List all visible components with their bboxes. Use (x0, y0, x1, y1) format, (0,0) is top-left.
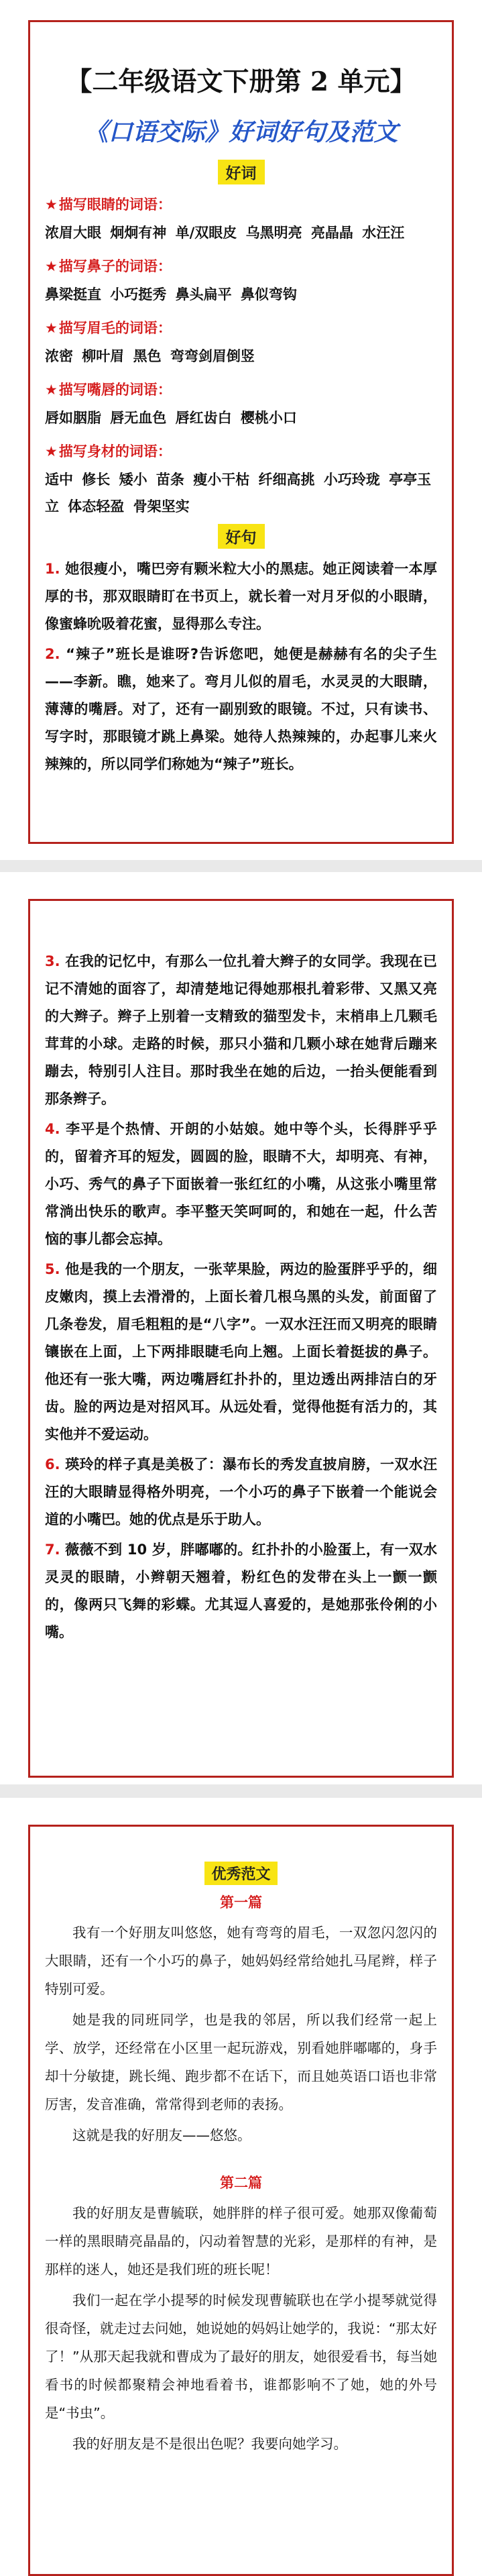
model-essays-tag: 优秀范文 (204, 1862, 277, 1885)
essay-1-title: 第一篇 (220, 1894, 262, 1911)
category-body-label: ★描写身材的词语： (45, 443, 172, 460)
category-body-words: 适中 修长 矮小 苗条 瘦小干枯 纤细高挑 小巧玲珑 亭亭玉立 体态轻盈 骨架坚实 (45, 472, 432, 515)
sentence-item: 4. 李平是个热情、开朗的小姑娘。她中等个头，长得胖乎乎的，留着齐耳的短发，圆圆的脸，眼睛不大，却明亮、有神，小巧、秀气的鼻子下面嵌着一张红红的小嘴，从这张小嘴里常常淌出快乐的歌声。李平整天笑呵呵的，和她在一起，什么苦恼的事儿都会忘掉。 (45, 1121, 437, 1247)
star-icon: ★ (45, 382, 58, 398)
essay-1-paragraph: 我有一个好朋友叫悠悠，她有弯弯的眉毛，一双忽闪忽闪的大眼睛，还有一个小巧的鼻子，她妈妈经常给她扎马尾辫，样子特别可爱。 (45, 1925, 437, 1997)
essay-2-paragraph: 我的好朋友是曹毓联，她胖胖的样子很可爱。她那双像葡萄一样的黑眼睛亮晶晶的，闪动着智慧的光彩，是那样的有神，是那样的迷人，她还是我们班的班长呢！ (45, 2205, 437, 2277)
good-words-tag: 好词 (218, 160, 265, 184)
category-lips-words: 唇如胭脂 唇无血色 唇红齿白 樱桃小口 (45, 410, 297, 426)
page-2 (0, 872, 482, 1784)
star-icon: ★ (45, 197, 58, 213)
category-lips-label: ★描写嘴唇的词语： (45, 382, 172, 398)
page-2-frame (28, 899, 454, 1778)
star-icon: ★ (45, 258, 58, 274)
sentence-item: 5. 他是我的一个朋友，一张苹果脸，两边的脸蛋胖乎乎的，细皮嫩肉，摸上去滑滑的，上面长着几根乌黑的头发，前面留了几条卷发，眉毛粗粗的是“八字”。一双水汪汪而又明亮的眼睛镶嵌在上面，上下两排眼睫毛向上翘。上面长着挺拔的鼻子。他还有一张大嘴，两边嘴唇红扑扑的，里边透出两排洁白的牙齿。脸的两边是对招风耳。从远处看，觉得他挺有活力的，其实他并不爱运动。 (45, 1261, 437, 1442)
essay-2-paragraph: 我们一起在学小提琴的时候发现曹毓联也在学小提琴就觉得很奇怪，就走过去问她，她说她的妈妈让她学的，我说：“那太好了！”从那天起我就和曹成为了最好的朋友，她很爱看书，每当她看书的时候都聚精会神地看着书，谁都影响不了她，她的外号是“书虫”。 (45, 2292, 437, 2421)
star-icon: ★ (45, 443, 58, 460)
page-1-frame (28, 20, 454, 844)
page-3-frame (28, 1825, 454, 2576)
star-icon: ★ (45, 320, 58, 336)
category-eyes-label: ★描写眼睛的词语： (45, 197, 172, 213)
category-eyes-words: 浓眉大眼 炯炯有神 单/双眼皮 乌黑明亮 亮晶晶 水汪汪 (45, 225, 405, 241)
category-nose-words: 鼻梁挺直 小巧挺秀 鼻头扁平 鼻似弯钩 (45, 286, 297, 303)
sentence-item: 2. “辣子”班长是谁呀?告诉您吧，她便是赫赫有名的尖子生——李新。瞧，她来了。弯月儿似的眉毛，水灵灵的大眼睛，薄薄的嘴唇。对了，还有一副别致的眼镜。不过，只有读书、写字时，那眼镜才跳上鼻梁。她待人热辣辣的，办起事儿来火辣辣的，所以同学们称她为“辣子”班长。 (45, 646, 437, 772)
page-1 (0, 0, 482, 860)
essay-1-paragraph: 她是我的同班同学，也是我的邻居，所以我们经常一起上学、放学，还经常在小区里一起玩游戏，别看她胖嘟嘟的，身手却十分敏捷，跳长绳、跑步都不在话下，而且她英语口语也非常厉害，发音准确，常常得到老师的表扬。 (45, 2012, 437, 2112)
essay-1-paragraph: 这就是我的好朋友——悠悠。 (72, 2127, 251, 2143)
sentence-item: 6. 瑛玲的样子真是美极了：瀑布长的秀发直披肩膀，一双水汪汪的大眼睛显得格外明亮，一个小巧的鼻子下嵌着一个能说会道的小嘴巴。她的优点是乐于助人。 (45, 1456, 437, 1527)
sentence-item: 7. 薇薇不到 10 岁，胖嘟嘟的。红扑扑的小脸蛋上，有一双水灵灵的眼睛，小辫朝天翘着，粉红色的发带在头上一颤一颤的，像两只飞舞的彩蝶。尤其逗人喜爱的，是她那张伶俐的小嘴。 (45, 1542, 437, 1640)
page-subtitle: 《口语交际》好词好句及范文 (84, 119, 398, 146)
essay-2-title: 第二篇 (220, 2175, 262, 2191)
essay-2-paragraph: 我的好朋友是不是很出色呢？我要向她学习。 (72, 2436, 347, 2452)
category-eyebrows-label: ★描写眉毛的词语： (45, 320, 172, 336)
page-title: 【二年级语文下册第 2 单元】 (66, 66, 416, 97)
good-sentences-tag: 好句 (218, 524, 265, 549)
sentence-item: 3. 在我的记忆中，有那么一位扎着大辫子的女同学。我现在已记不清她的面容了，却清楚地记得她那根扎着彩带、又黑又亮的大辫子。辫子上别着一支精致的猫型发卡，末梢串上几颗毛茸茸的小球。走路的时候，那只小猫和几颗小球在她背后蹦来蹦去，特别引人注目。那时我坐在她的后边，一抬头便能看到那条辫子。 (45, 953, 437, 1107)
category-nose-label: ★描写鼻子的词语： (45, 258, 172, 274)
sentence-item: 1. 她很瘦小，嘴巴旁有颗米粒大小的黑痣。她正阅读着一本厚厚的书，那双眼睛盯在书页上，就长着一对月牙似的小眼睛，像蜜蜂吮吸着花蜜，显得那么专注。 (45, 561, 437, 632)
category-eyebrows-words: 浓密 柳叶眉 黑色 弯弯剑眉倒竖 (45, 348, 255, 364)
page-3 (0, 1798, 482, 2576)
